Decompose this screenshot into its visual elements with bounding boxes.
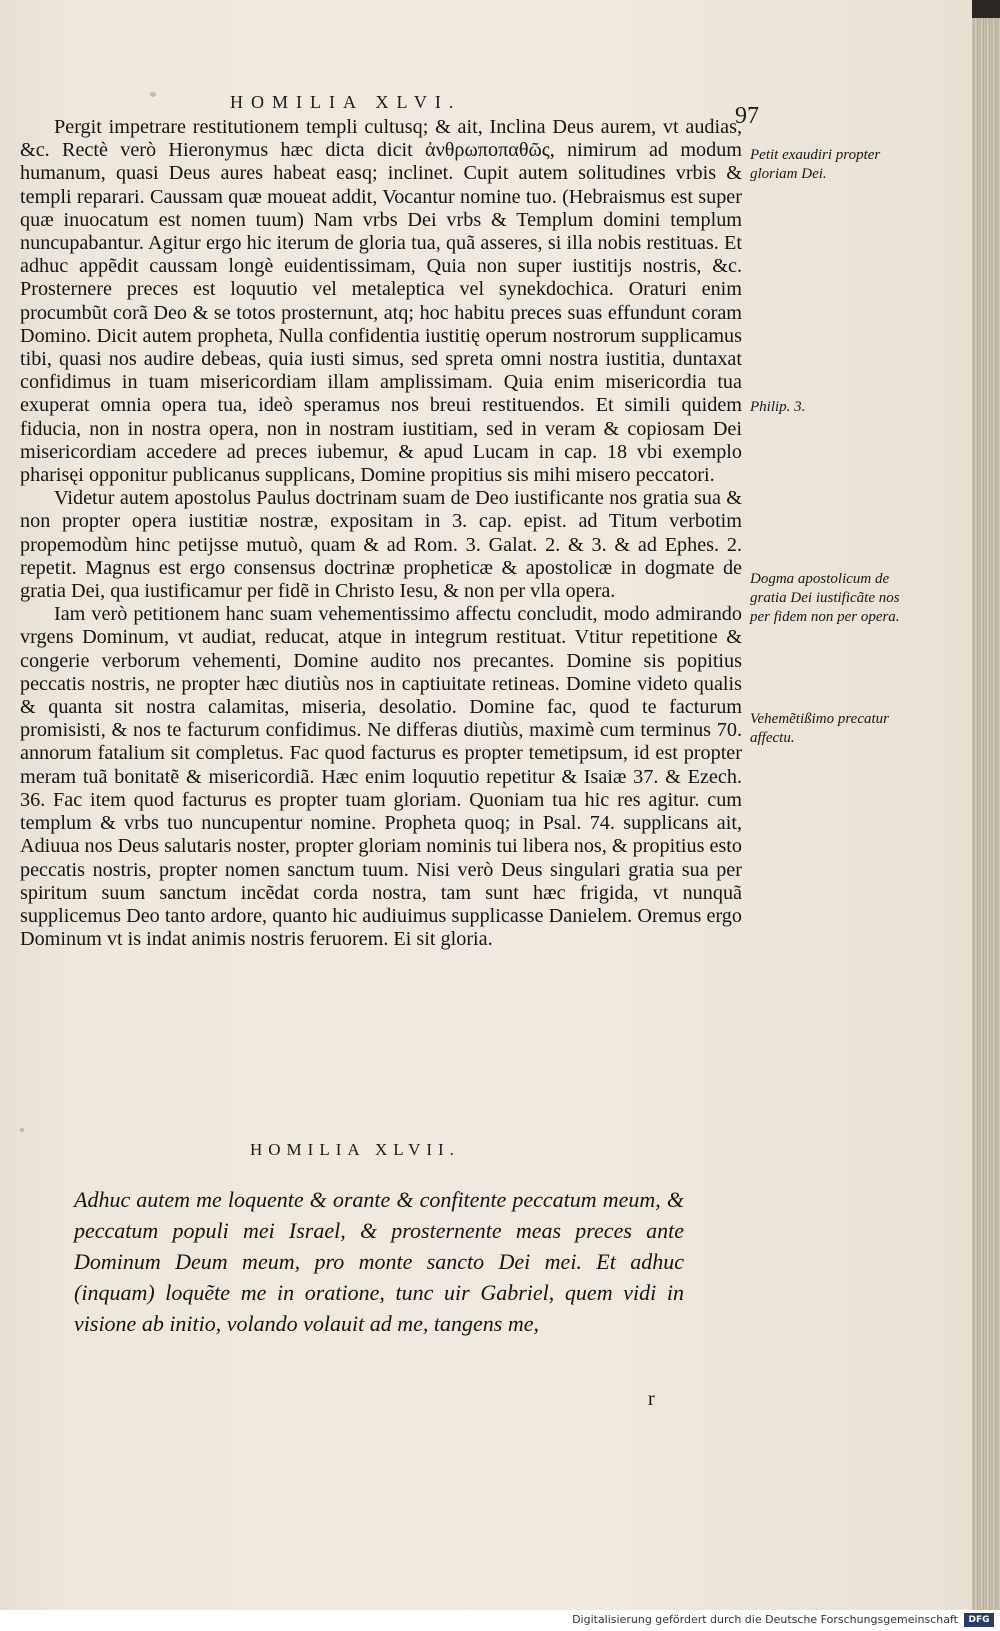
ink-speck [20,1128,24,1132]
paragraph-3: Iam verò petitionem hanc suam vehementissimo affectu concludit, modo admirando vrgens Dominum, vt audiat, reducat, atque in integrum restituat. Vtitur repetitione & congerie verborum vehementi, Domine audito nos precantes. Domine sis popitius peccatis nostris, ne propter hæc diutiùs nos in captiuitate retineas. Domine videto qualis & quanta sit nostra calamitas, miseria, desolatio. Domine fac, quod te facturum promisisti, & nos te facturum confidimus. Ne differas diutiùs, maximè cum terminus 70. annorum fatalium sit completus. Fac quod facturus es propter temetipsum, id est propter meram tuã bonitatẽ & misericordiã. Hæc enim loquutio repetitur & Isaiæ 37. & Ezech. 36. Fac item quod facturus es propter tuam gloriam. Quoniam tua hic res agitur. cum templum & vrbs tuo nuncupentur nomine. Propheta quoq; in Psal. 74. supplicans ait, Adiuua nos Deus salutaris noster, propter gloriam nominis tui libera nos, & propitius esto peccatis nostris, propter nomen sanctum tuum. Nisi verò Deus singulari gratia sua per spiritum suum sanctum incẽdat corda nostra, tam sunt hæc frigida, vt nunquã supplicemus Deo tanto ardore, quanto hic audiuimus supplicasse Danielem. Oremus ergo Dominum vt is indat animis nostris feruorem. Ei sit gloria. [20,603,742,951]
marginal-note-gloria: Petit exaudiri propter gloriam Dei. [750,147,881,182]
section-heading: HOMILIA XLVII. [250,1140,460,1159]
scripture-quote: Adhuc autem me loquente & orante & confitente peccatum meum, & peccatum populi mei Israel, & prosternente meas preces ante Dominum Deum meum, pro monte sancto Dei mei. Et adhuc (inquam) loquẽte me in oratione, tunc uir Gabriel, quem vidi in visione ab initio, volando volauit ad me, tangens me, [74,1187,684,1336]
dfg-logo-icon: DFG [964,1613,994,1627]
marginal-note-vehementissimo: Vehemẽtißimo precatur affectu. [750,711,889,746]
footer-credit: Digitalisierung gefördert durch die Deutsche Forschungsgemeinschaft [572,1613,958,1626]
running-title: HOMILIA XLVI. [230,92,462,112]
marginal-note-philip: Philip. 3. [750,399,806,415]
page-edges [972,18,1000,1610]
paragraph-1: Pergit impetrare restitutionem templi cultusq; & ait, Inclina Deus aurem, vt audias, &c. Rectè verò Hieronymus hæc dicta dicit ἀνθρωποπαθῶς, nimirum ad modum humanum, quasi Deus aures habeat easq; inclinet. Cupit autem solitudines vrbis & templi reparari. Caussam quæ moueat addit, Vocantur nomine tuo. (Hebraismus est super quæ inuocatum est nomen tuum) Nam vrbs Dei vrbs & Templum domini templum nuncupabantur. Agitur ergo hic iterum de gloria tua, quã asseres, si illa nobis restituas. Et adhuc appẽdit caussam longè euidentissimam, Quia non super iustitijs nostris, &c. Prosternere preces est loquutio vel metaleptica vel synekdochica. Oraturi enim procumbũt corã Deo & se totos prosternunt, atq; hoc habitu preces suas effundunt coram Domino. Dicit autem propheta, Nulla confidentia iustitię operum nostrorum supplicamus tibi, quasi nos audire debeas, quia iusti simus, sed spreta omni nostra iustitia, duntaxat confidimus in tuam misericordiam illam amplissimam. Quia enim misericordia tua exuperat omnia opera tua, ideò speramus nos breui restituendos. Et simili quidem fiducia, non in nostra opera, non in nostram iustitiam, sed in veram & copiosam Dei misericordiam accedere ad preces iubemur, & apud Lucam in cap. 18 vbi exemplo pharisęi opponitur publicanus supplicans, Domine propitius sis mihi misero peccatori. [20,116,742,487]
signature-mark: r [648,1388,655,1410]
paragraph-2: Videtur autem apostolus Paulus doctrinam suam de Deo iustificante nos gratia sua & non propter opera iustitiæ nostræ, expositam in 3. cap. epist. ad Titum verbotim propemodùm hinc petijsse mutuò, quam & ad Rom. 3. Galat. 2. & 3. & ad Ephes. 2. repetit. Magnus est ergo consensus doctrinæ propheticæ & apostolicæ in dogmate de gratia Dei, qua iustificamur per fidẽ in Christo Iesu, & non per vlla opera. [20,487,742,603]
folio-number: 97 [735,103,759,129]
footer-bar [0,1610,1000,1631]
marginal-note-dogma: Dogma apostolicum de gratia Dei iustificãte nos per fidem non per opera. [750,571,900,625]
ink-speck [150,92,156,97]
main-text [20,116,742,951]
